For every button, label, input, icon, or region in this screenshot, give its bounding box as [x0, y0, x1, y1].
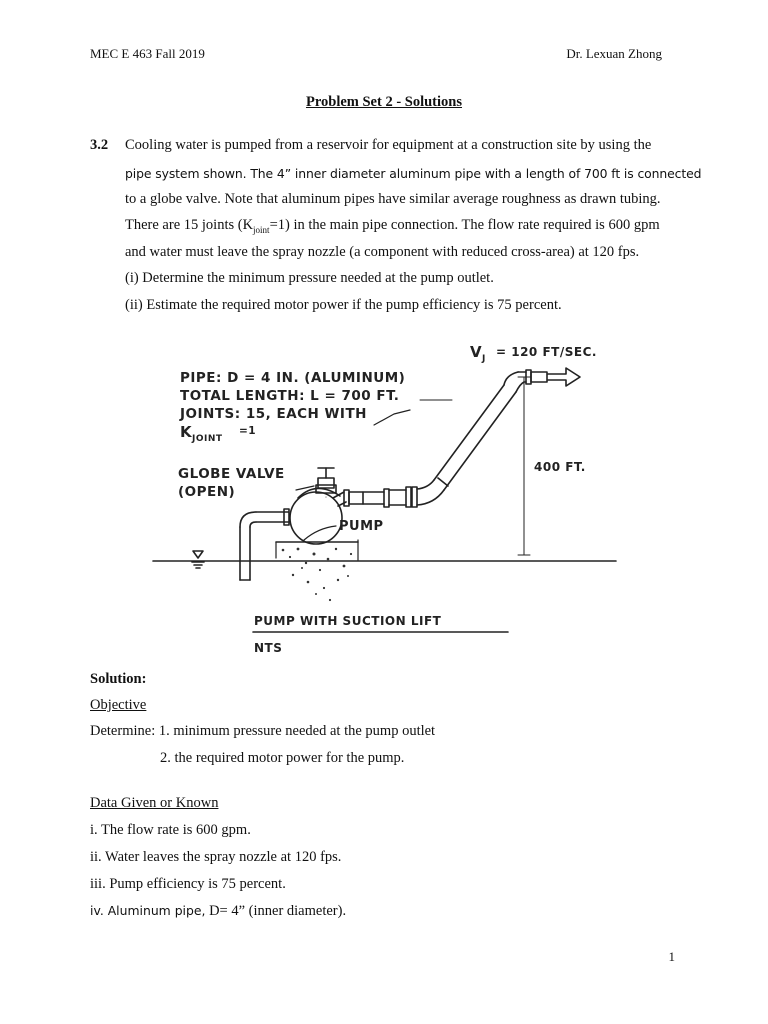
instructor-header: Dr. Lexuan Zhong	[566, 46, 662, 61]
inclined-pipe	[434, 385, 504, 480]
line-4-end: =1) in the main pipe connection. The flow rate required is 600 gpm	[269, 217, 660, 233]
pump-casing	[290, 492, 342, 544]
problem-line-2: pipe system shown. The 4” inner diameter aluminum pipe with a length of 700 ft is connected	[125, 166, 702, 181]
determine-item-2: 2. the required motor power for the pump.	[160, 750, 405, 766]
data-item-iv-end: D= 4” (inner diameter).	[205, 903, 347, 919]
problem-part-i: (i) Determine the minimum pressure needed at the pump outlet.	[125, 270, 494, 286]
vj-letter: V	[470, 343, 483, 361]
vj-sub: J	[482, 354, 486, 364]
k-joint-letter: K	[180, 423, 193, 441]
problem-line-3: to a globe valve. Note that aluminum pipes have similar average roughness as drawn tubing.	[125, 191, 661, 207]
foundation-speckle	[282, 548, 352, 602]
problem-line-5: and water must leave the spray nozzle (a component with reduced cross-area) at 120 fps.	[125, 244, 640, 260]
k-joint-subscript: joint	[253, 224, 270, 235]
pipe-label-line-3: JOINTS: 15, EACH WITH	[180, 406, 367, 422]
pipe-label-line-1: PIPE: D = 4 IN. (ALUMINUM)	[180, 370, 406, 386]
problem-part-ii: (ii) Estimate the required motor power if the pump efficiency is 75 percent.	[125, 297, 562, 313]
globe-valve-label-1: GLOBE VALVE	[178, 466, 285, 482]
water-level-symbol	[193, 551, 203, 558]
data-item-iv-start: iv. Aluminum pipe,	[90, 903, 206, 918]
problem-line-1: Cooling water is pumped from a reservoir for equipment at a construction site by using the	[125, 137, 652, 153]
height-label: 400 FT.	[534, 460, 586, 474]
line-4-start: There are 15 joints (K	[125, 217, 254, 233]
outflow-arrow	[548, 368, 580, 386]
solution-heading: Solution:	[90, 671, 147, 687]
page-number: 1	[668, 949, 675, 964]
problem-number: 3.2	[90, 137, 109, 153]
course-header: MEC E 463 Fall 2019	[90, 46, 205, 61]
determine-item-1: Determine: 1. minimum pressure needed at the pump outlet	[90, 723, 436, 739]
figure-caption: PUMP WITH SUCTION LIFT	[254, 614, 442, 628]
pump-label: PUMP	[339, 519, 384, 534]
page-title: Problem Set 2 - Solutions	[305, 94, 463, 110]
vj-value: = 120 FT/SEC.	[496, 345, 597, 359]
k-joint-sub: JOINT	[192, 434, 223, 444]
data-given-heading: Data Given or Known	[90, 795, 219, 811]
data-item-iii: iii. Pump efficiency is 75 percent.	[90, 876, 286, 892]
globe-valve-label-2: (OPEN)	[178, 484, 236, 500]
spray-nozzle	[531, 372, 547, 382]
data-item-ii: ii. Water leaves the spray nozzle at 120 fps.	[90, 849, 342, 865]
problem-line-4	[125, 217, 660, 235]
globe-valve-body	[318, 478, 334, 488]
pump-system-figure	[148, 330, 622, 668]
objective-heading: Objective	[90, 697, 147, 713]
k-joint-value: =1	[239, 425, 257, 437]
data-item-i: i. The flow rate is 600 gpm.	[90, 822, 251, 838]
data-item-iv	[90, 903, 346, 920]
pipe-label-line-2: TOTAL LENGTH: L = 700 FT.	[180, 388, 400, 404]
not-to-scale-label: NTS	[254, 641, 283, 655]
